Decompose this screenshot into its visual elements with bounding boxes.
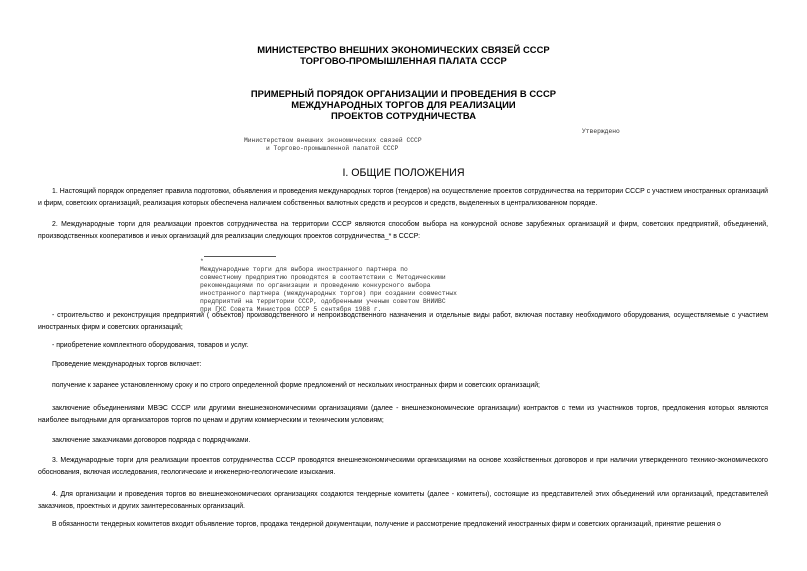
paragraph-7: заключение объединениями МВЭС СССР или другими внешнеэкономическими организациями (далее - внешнеэкономические организации) контрактов с теми из участников торгов, предложения которых являются наиболее выгодными для организаторов торгов по ценам и другим коммерческим и техническим условиям; [38,405,768,424]
approval-by-line-1: Министерством внешних экономических связей СССР [244,137,422,144]
approval-label: Утверждено [582,128,620,135]
footnote-line-4: иностранного партнера (международных торгов) при создании совместных [200,289,457,297]
approval-by-line-2: и Торгово-промышленной палатой СССР [266,145,399,152]
paragraph-10: 4. Для организации и проведения торгов во внешнеэкономических организациях создаются тендерные комитеты (далее - комитеты), состоящие из представителей этих объединений или организаций, представителей заказчиков, проектных и других заинтересованных организаций. [38,491,768,510]
footnote-line-5: предприятий на территории СССР, одобренными ученым советом ВНИИВС [200,297,446,305]
paragraph-11: В обязанности тендерных комитетов входит объявление торгов, продажа тендерной документации, получение и рассмотрение предложений иностранных фирм и советских организаций, принятие решения о [52,521,721,528]
footnote-line-2: совместному предприятию проводятся в соответствии с Методическими [200,273,446,281]
paragraph-1: 1. Настоящий порядок определяет правила подготовки, объявления и проведения международных торгов (тендеров) на осуществление проектов сотрудничества на территории СССР с участием иностранных организаций и фирм, советских организаций, реализация которых обеспечена наличием собственных валютных средств и ресурсов и средств, выделенных в централизованном порядке. [38,188,768,207]
paragraph-2: 2. Международные торги для реализации проектов сотрудничества на территории СССР являются способом выбора на конкурсной основе зарубежных организаций и фирм, советских предприятий, объединений, производственных кооперативов и иных организаций для реализации следующих проектов сотрудничества_* в СССР: [38,221,768,240]
ministry-name: МИНИСТЕРСТВО ВНЕШНИХ ЭКОНОМИЧЕСКИХ СВЯЗЕЙ СССР [257,44,550,55]
paragraph-8: заключение заказчиками договоров подряда с подрядчиками. [52,437,251,444]
title-line-1: ПРИМЕРНЫЙ ПОРЯДОК ОРГАНИЗАЦИИ И ПРОВЕДЕНИЯ В СССР [250,88,557,99]
paragraph-4: - приобретение комплектного оборудования, товаров и услуг. [52,342,249,349]
issuer-header [0,44,807,66]
chamber-name: ТОРГОВО-ПРОМЫШЛЕННАЯ ПАЛАТА СССР [300,55,507,66]
footnote-line-3: рекомендациями по организации и проведению конкурсного выбора [200,281,431,289]
paragraph-6: получение к заранее установленному сроку и по строго определенной форме предложений от нескольких иностранных фирм и советских организаций; [52,382,540,389]
paragraph-3: - строительство и реконструкция предприятий ( объектов) производственного и непроизводственного назначения и отдельные виды работ, включая поставку необходимого оборудования, осуществляемые с участием иностранных фирм и советских организаций; [38,312,768,331]
title-line-3: ПРОЕКТОВ СОТРУДНИЧЕСТВА [330,110,477,121]
paragraph-9: 3. Международные торги для реализации проектов сотрудничества СССР проводятся внешнеэкономическими организациями на основе хозяйственных договоров и при наличии утвержденного технико-экономического обоснования, включая исследования, геологические и инженерно-геологические изыскания. [38,457,768,476]
footnote-line-1: Международные торги для выбора иностранного партнера по [200,265,408,273]
footnote-divider [204,256,276,257]
footnote [200,258,470,314]
title-line-2: МЕЖДУНАРОДНЫХ ТОРГОВ ДЛЯ РЕАЛИЗАЦИИ [291,99,516,110]
paragraph-5: Проведение международных торгов включает: [52,361,202,368]
footnote-line-6: при ГКС Совета Министров СССР 5 сентября 1988 г. [200,305,382,313]
footnote-mark: * [200,258,204,265]
document-title [0,88,807,121]
section-title: I. ОБЩИЕ ПОЛОЖЕНИЯ [342,167,465,179]
